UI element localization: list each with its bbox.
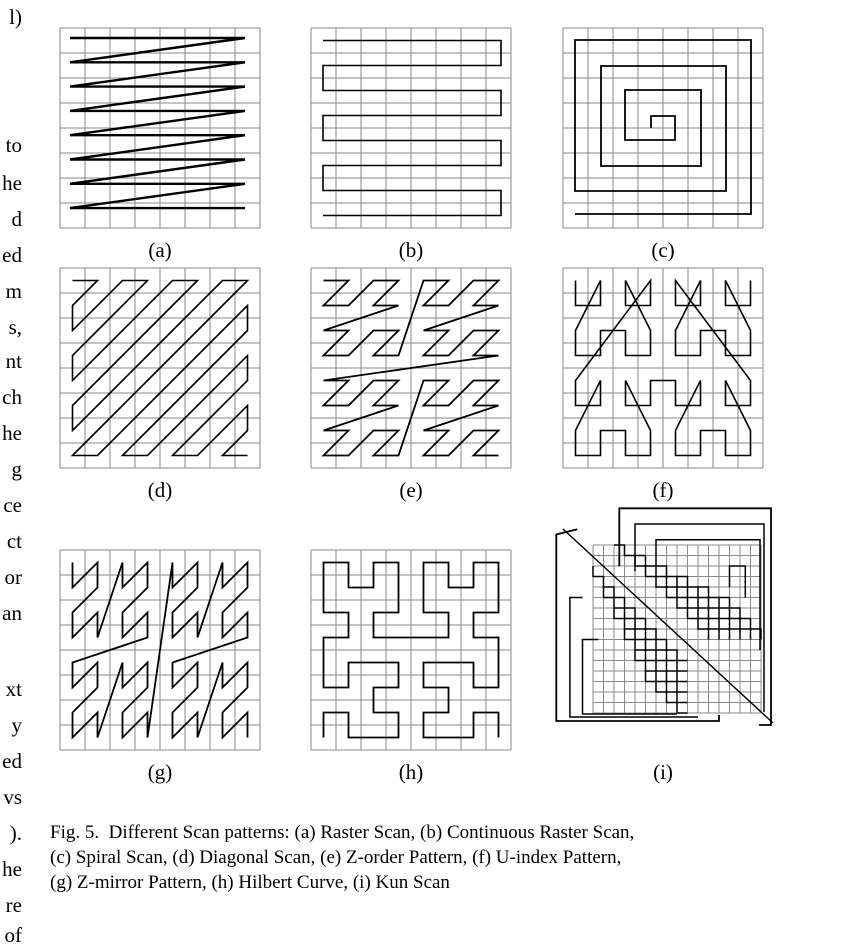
panel-u-index-pattern <box>563 268 763 468</box>
left-column-fragment: ct <box>6 529 22 553</box>
caption-line-1-text: Different Scan patterns: (a) Raster Scan, (b) Continuous Raster Scan, <box>108 822 635 843</box>
left-column-fragment: to <box>5 133 22 157</box>
left-column-fragment: xt <box>5 677 22 701</box>
panel-z-mirror-pattern <box>60 550 260 750</box>
raster-scan-diagram <box>60 28 260 228</box>
caption-prefix: Fig. 5. <box>50 822 100 843</box>
left-column-fragment: y <box>11 713 22 737</box>
left-column-fragment: or <box>4 565 22 589</box>
z-order-pattern-diagram <box>311 268 511 468</box>
diagonal-scan-diagram <box>60 268 260 468</box>
kun-lower-staircase <box>593 566 688 661</box>
panel-diagonal-scan <box>60 268 260 468</box>
kun-upper-frame <box>730 566 746 598</box>
panel-raster-scan <box>60 28 260 228</box>
left-column-fragment: ). <box>9 821 22 845</box>
left-column-fragment: nt <box>5 349 22 373</box>
caption-line-3: (g) Z-mirror Pattern, (h) Hilbert Curve, (i) Kun Scan <box>50 872 450 893</box>
kun-upper-staircase <box>614 545 709 640</box>
panel-label-d: (d) <box>147 478 173 502</box>
grid <box>563 268 763 468</box>
caption-line-1 <box>50 820 840 845</box>
kun-diagonal <box>563 529 773 723</box>
panel-kun-scan <box>555 505 810 755</box>
spiral-scan-diagram <box>563 28 763 228</box>
left-column-fragment: s, <box>8 315 22 339</box>
panel-label-h: (h) <box>398 760 424 784</box>
kun-lower-staircase <box>635 650 688 703</box>
z-mirror-pattern-diagram <box>60 550 260 750</box>
panel-label-g: (g) <box>147 760 173 784</box>
raster-scan-path <box>70 38 245 208</box>
left-column-fragment: l) <box>9 5 22 29</box>
grid <box>311 550 511 750</box>
left-column-fragment: he <box>2 857 22 881</box>
panel-label-c: (c) <box>651 238 675 262</box>
left-column-fragment: re <box>5 893 22 917</box>
kun-lower-frame <box>570 598 698 718</box>
left-column-fragment: ch <box>2 385 22 409</box>
panel-continuous-raster-scan <box>311 28 511 228</box>
left-column-fragment: he <box>2 421 22 445</box>
panel-label-i: (i) <box>653 760 673 784</box>
left-column-fragment: ce <box>3 493 22 517</box>
left-column-fragment: of <box>4 923 22 947</box>
left-column-text <box>0 0 22 947</box>
kun-scan-diagram <box>555 505 810 755</box>
left-column-fragment: m <box>5 279 22 303</box>
panel-label-a: (a) <box>148 238 172 262</box>
left-column-fragment: g <box>11 457 22 481</box>
left-column-fragment: ed <box>2 243 22 267</box>
left-column-fragment: ed <box>2 749 22 773</box>
figure-caption <box>50 820 840 895</box>
left-column-fragment: he <box>2 171 22 195</box>
panel-spiral-scan <box>563 28 763 228</box>
panel-z-order-pattern <box>311 268 511 468</box>
left-column-fragment: an <box>2 601 22 625</box>
panel-label-f: (f) <box>652 478 674 502</box>
grid <box>60 28 260 228</box>
panel-label-b: (b) <box>398 238 424 262</box>
kun-upper-staircase <box>698 587 751 640</box>
left-column-fragment: d <box>11 207 22 231</box>
panel-hilbert-curve <box>311 550 511 750</box>
grid <box>563 28 763 228</box>
continuous-raster-scan-diagram <box>311 28 511 228</box>
hilbert-curve-diagram <box>311 550 511 750</box>
caption-line-2: (c) Spiral Scan, (d) Diagonal Scan, (e) Z-order Pattern, (f) U-index Pattern, <box>50 847 622 868</box>
u-index-pattern-diagram <box>563 268 763 468</box>
left-column-fragment: vs <box>3 785 22 809</box>
panel-label-e: (e) <box>399 478 423 502</box>
grid <box>311 28 511 228</box>
